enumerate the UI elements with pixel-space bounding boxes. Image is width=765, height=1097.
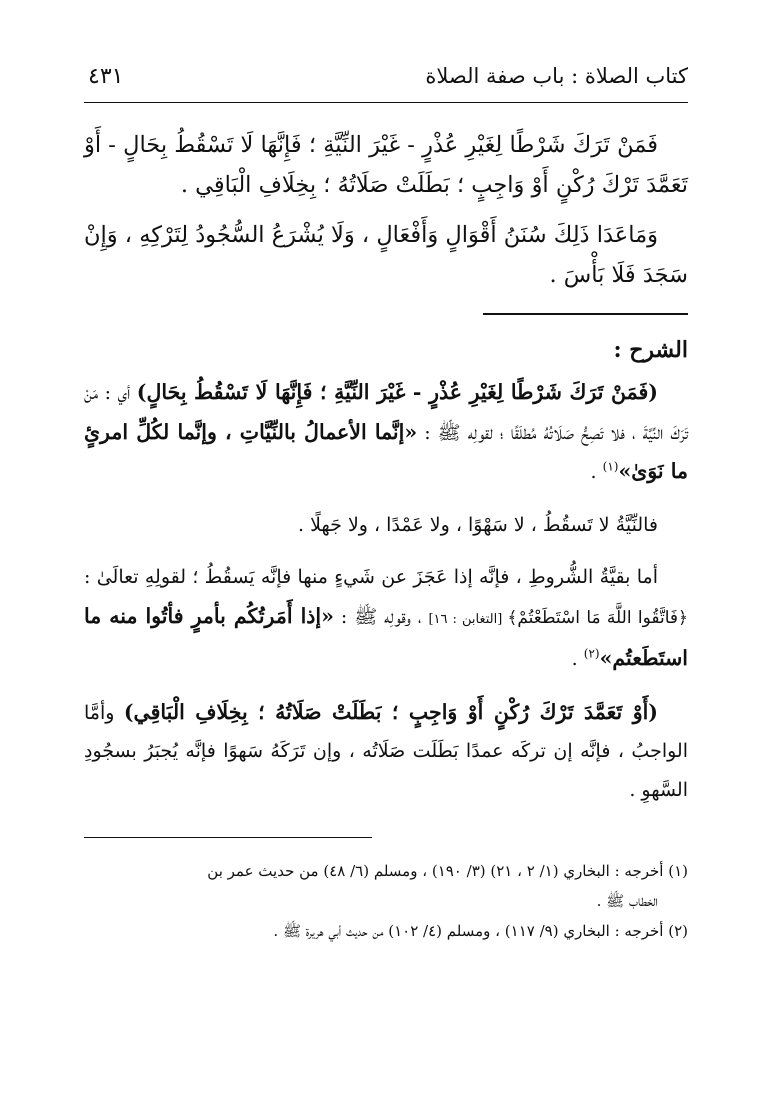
quran-verse: ﴿فَاتَّقُوا اللَّهَ مَا اسْتَطَعْتُمْ﴾ (507, 607, 689, 628)
main-text (84, 125, 688, 295)
hadith-quote: «إنَّما الأعمالُ بالنِّيَّاتِ ، وإنَّما لكُلِّ امرئٍ ما نَوَىٰ» (84, 419, 688, 483)
footnote-2: (٢) أخرجه : البخاري (٩/ ١١٧) ، ومسلم (٤/ ١٠٢) من حديث أبي هريرة ﷺ . (273, 922, 688, 940)
commentary (84, 373, 688, 809)
commentary-paragraph-1 (84, 373, 688, 492)
chapter-title: كتاب الصلاة : باب صفة الصلاة (425, 64, 688, 88)
commentary-text: أما بقيَّةُ الشُّروطِ ، فإنَّه إذا عَجَزَ عن شَيءٍ منها فإنَّه يَسقُطُ ؛ لقولِهِ تعالَىٰ : (84, 566, 658, 588)
commentary-heading: الشرح : (613, 337, 688, 363)
page-number: ٤٣١ (88, 64, 124, 89)
footnote-1-continuation: الخطاب ﷺ . (596, 892, 658, 910)
quoted-matn: (أَوْ تَعَمَّدَ تَرْكَ رُكْنٍ أَوْ وَاجِبٍ ؛ بَطَلَتْ صَلَاتُهُ ؛ بِخِلَافِ الْبَاقِي) (123, 699, 658, 724)
footnote-marker[interactable]: (٢) (583, 646, 600, 661)
commentary-text: ، وقولِه ﷺ : (333, 605, 429, 628)
commentary-paragraph-3 (84, 558, 688, 679)
commentary-text: أي : مَنْ تَرَكَ النِّيَّةَ ، فلا تَصِحُّ صَلَاتُهُ مُطلَقًا ؛ لقولِه ﷺ : (84, 382, 689, 444)
commentary-paragraph-4 (84, 693, 688, 810)
footnote-separator (84, 837, 372, 838)
commentary-text: وأمَّا الواجبُ ، فإنَّه إن تركَه عمدًا بَطَلَت صَلَاتُه ، وإن تَرَكَهُ سَهوًا فإنَّه يُجبَرُ بسجُودِ السَّهوِ . (84, 701, 688, 801)
commentary-paragraph-2: فالنِّيَّةُ لا تَسقُطُ ، لا سَهْوًا ، ولا عَمْدًا ، ولا جَهلًا . (298, 513, 658, 536)
commentary-text: . (571, 648, 584, 670)
footnote-1: (١) أخرجه : البخاري (١/ ٢ ، ٢١) (٣/ ١٩٠) ، ومسلم (٦/ ٤٨) من حديث عمر بن (207, 862, 688, 880)
hadith-quote: «إذا أَمَرتُكُم بأمرٍ فأتُوا منه ما استَطَعتُم» (84, 603, 688, 670)
book-page (84, 58, 688, 946)
matn-separator (483, 313, 688, 315)
running-header (84, 58, 688, 103)
matn-paragraph-2: وَمَاعَدَا ذَلِكَ سُنَنُ أَقْوَالٍ وَأَفْعَالٍ ، وَلَا يُشْرَعُ السُّجُودُ لِتَرْكِهِ ، وَإِنْ سَجَدَ فَلَا بَأْسَ . (84, 222, 688, 288)
commentary-text: . (590, 461, 603, 483)
footnotes (84, 856, 688, 946)
footnote-marker[interactable]: (١) (602, 459, 619, 474)
matn-paragraph-1: فَمَنْ تَرَكَ شَرْطًا لِغَيْرِ عُذْرٍ - غَيْرَ النِّيَّةِ ؛ فَإِنَّهَا لَا تَسْقُطُ بِحَالٍ - أَوْ تَعَمَّدَ تَرْكَ رُكْنٍ أَوْ وَاجِبٍ ؛ بَطَلَتْ صَلَاتُهُ ؛ بِخِلَافِ الْبَاقِي . (84, 132, 688, 198)
verse-reference: [التغابن : ١٦] (428, 611, 508, 627)
quoted-matn: (فَمَنْ تَرَكَ شَرْطًا لِغَيْرِ عُذْرٍ - غَيْرَ النِّيَّةِ ؛ فَإِنَّهَا لَا تَسْقُطُ بِحَالٍ) (136, 380, 659, 404)
